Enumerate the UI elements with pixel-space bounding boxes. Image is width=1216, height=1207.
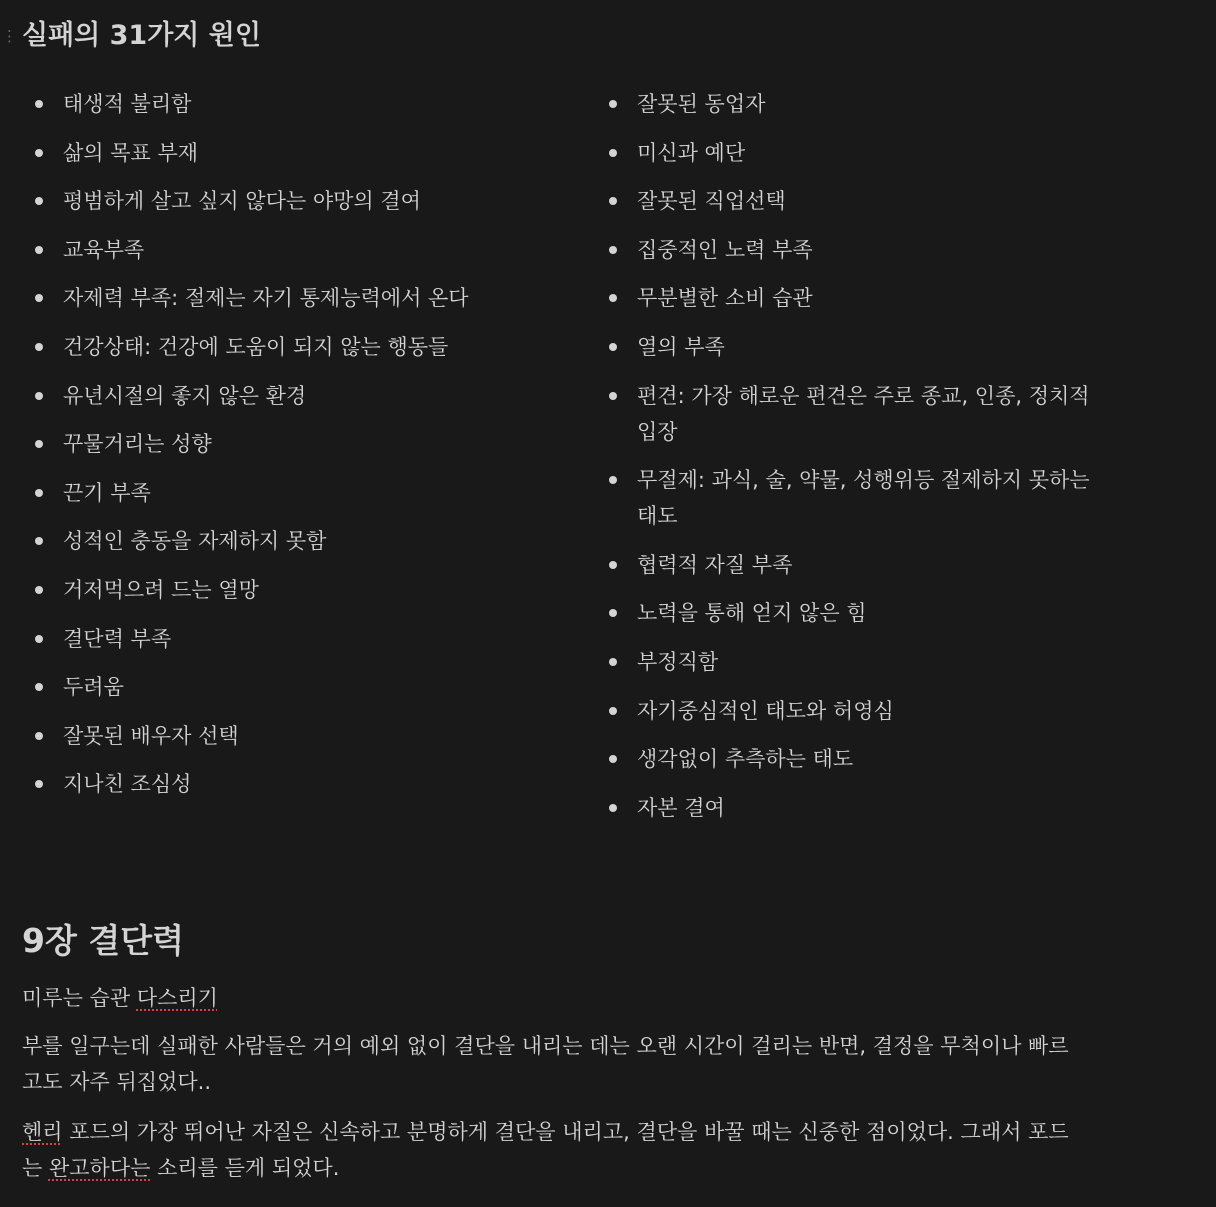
right-column (596, 86, 1092, 838)
spellcheck-marked-word: 헨리 (22, 1120, 63, 1144)
list-item-text: 교육부족 (63, 237, 145, 262)
list-item[interactable] (596, 232, 1092, 268)
list-item[interactable] (22, 669, 596, 705)
list-item[interactable] (596, 547, 1092, 583)
bullet-icon (35, 343, 43, 351)
list-item[interactable] (596, 790, 1092, 826)
paragraph-procrastination[interactable] (22, 980, 1087, 1016)
list-item-text: 집중적인 노력 부족 (637, 237, 813, 262)
bullet-icon (35, 197, 43, 205)
bullet-icon (35, 489, 43, 497)
list-item[interactable] (596, 644, 1092, 680)
list-item[interactable] (596, 378, 1092, 450)
list-item[interactable] (22, 475, 596, 511)
bullet-icon (35, 100, 43, 108)
list-item[interactable] (22, 329, 596, 365)
list-item-text: 자기중심적인 태도와 허영심 (637, 698, 894, 723)
list-item[interactable] (596, 86, 1092, 122)
paragraph-text: 소리를 듣게 되었다. (150, 1156, 340, 1180)
bullet-icon (609, 343, 617, 351)
list-item-text: 잘못된 배우자 선택 (63, 723, 239, 748)
list-item[interactable] (596, 280, 1092, 316)
list-item[interactable] (22, 766, 596, 802)
bullet-icon (35, 635, 43, 643)
list-item[interactable] (22, 718, 596, 754)
bullet-icon (35, 246, 43, 254)
list-item-text: 협력적 자질 부족 (637, 552, 793, 577)
section-heading: 실패의 31가지 원인 (22, 20, 261, 51)
right-bullet-list (596, 86, 1092, 826)
bullet-icon (609, 658, 617, 666)
list-item-text: 결단력 부족 (63, 626, 172, 651)
list-item[interactable] (22, 232, 596, 268)
bullet-icon (35, 149, 43, 157)
bullet-icon (35, 537, 43, 545)
list-item-text: 꾸물거리는 성향 (63, 432, 212, 457)
list-item-text: 잘못된 동업자 (637, 92, 766, 116)
list-item[interactable] (22, 621, 596, 657)
list-item-text: 삶의 목표 부재 (63, 140, 199, 165)
list-item[interactable] (22, 378, 596, 414)
list-item-text: 부정직함 (637, 649, 719, 674)
list-item-text: 무분별한 소비 습관 (637, 286, 813, 311)
list-item[interactable] (596, 462, 1092, 534)
bullet-icon (609, 246, 617, 254)
list-item[interactable] (22, 135, 596, 171)
bullet-icon (609, 609, 617, 617)
left-bullet-list (22, 86, 596, 802)
left-column (22, 86, 596, 838)
list-item-text: 열의 부족 (637, 334, 725, 359)
bullet-icon (609, 392, 617, 400)
list-item-text: 두려움 (63, 675, 124, 700)
bullet-icon (609, 100, 617, 108)
bullet-icon (35, 294, 43, 302)
list-item[interactable] (22, 572, 596, 608)
paragraph-text: 미루는 습관 (22, 986, 137, 1010)
list-item-text: 태생적 불리함 (63, 92, 192, 116)
list-item-text: 미신과 예단 (637, 140, 746, 165)
bullet-icon (35, 392, 43, 400)
list-item-text: 건강상태: 건강에 도움이 되지 않는 행동들 (63, 334, 449, 359)
list-item[interactable] (596, 329, 1092, 365)
column-layout (22, 86, 1092, 838)
bullet-icon (609, 476, 617, 484)
list-item[interactable] (596, 595, 1092, 631)
paragraph-failure[interactable]: 부를 일구는데 실패한 사람들은 거의 예외 없이 결단을 내리는 데는 오랜 시간이 걸리는 반면, 결정을 무척이나 빠르고도 자주 뒤집었다.. (22, 1034, 1069, 1094)
bullet-icon (609, 804, 617, 812)
bullet-icon (609, 149, 617, 157)
paragraph-text: 포드의 가장 뛰어난 자질은 신속하고 분명하게 결단을 내리고, 결단을 바꿀 때는 신중한 점이었다. 그래서 포드는 (22, 1120, 1069, 1180)
list-item-text: 생각없이 추측하는 태도 (637, 747, 854, 772)
list-item-text: 무절제: 과식, 술, 약물, 성행위등 절제하지 못하는 태도 (637, 468, 1090, 529)
list-item[interactable] (22, 86, 596, 122)
list-item[interactable] (22, 183, 596, 219)
list-item-text: 평범하게 살고 싶지 않다는 야망의 결여 (63, 189, 421, 214)
bullet-icon (609, 294, 617, 302)
list-item[interactable] (596, 183, 1092, 219)
list-item-text: 거저먹으려 드는 열망 (63, 577, 259, 602)
bullet-icon (35, 586, 43, 594)
list-item[interactable] (22, 523, 596, 559)
list-item-text: 편견: 가장 해로운 편견은 주로 종교, 인종, 정치적입장 (637, 383, 1090, 444)
spellcheck-marked-word: 완고하다는 (48, 1156, 151, 1180)
bullet-icon (35, 780, 43, 788)
list-item[interactable] (596, 135, 1092, 171)
list-item-text: 자제력 부족: 절제는 자기 통제능력에서 온다 (63, 286, 469, 311)
bullet-icon (609, 561, 617, 569)
bullet-icon (35, 440, 43, 448)
list-item-text: 자본 결여 (637, 795, 725, 820)
list-item-text: 유년시절의 좋지 않은 환경 (63, 383, 307, 408)
list-item[interactable] (22, 280, 596, 316)
list-item-text: 지나친 조심성 (63, 772, 192, 797)
list-item[interactable] (22, 426, 596, 462)
list-item[interactable] (596, 741, 1092, 777)
chapter-heading: 9장 결단력 (22, 921, 184, 960)
bullet-icon (609, 707, 617, 715)
list-item-text: 잘못된 직업선택 (637, 189, 786, 214)
list-item-text: 끈기 부족 (63, 480, 151, 505)
bullet-icon (609, 197, 617, 205)
list-item-text: 성적인 충동을 자제하지 못함 (63, 529, 327, 554)
bullet-icon (35, 732, 43, 740)
paragraph-henry-ford[interactable] (22, 1114, 1087, 1186)
block-drag-handle-icon[interactable]: ⋮ (2, 27, 16, 45)
bullet-icon (609, 755, 617, 763)
spellcheck-marked-word: 다스리기 (136, 986, 218, 1010)
bullet-icon (35, 683, 43, 691)
list-item-text: 노력을 통해 얻지 않은 힘 (637, 601, 867, 626)
list-item[interactable] (596, 693, 1092, 729)
